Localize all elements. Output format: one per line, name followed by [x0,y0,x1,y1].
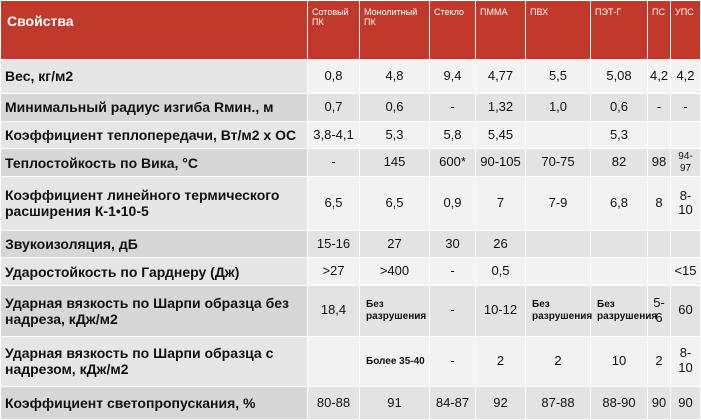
row-label: Минимальный радиус изгиба Rмин., м [1,93,308,121]
table-cell: Без разрушения [591,286,648,336]
column-header-pmma: ПММА [476,1,526,60]
row-label: Ударная вязкость по Шарпи образца без надреза, кДж/м2 [1,286,308,336]
table-cell: 84-87 [430,387,476,420]
table-cell: 4,8 [360,60,430,94]
table-cell [591,258,648,286]
table-cell: Более 35-40 [360,336,430,386]
table-cell: 0,8 [308,60,360,94]
table-row-sound-insulation [1,230,701,258]
table-cell: Без разрушения [360,286,430,336]
table-cell: 8-10 [671,336,701,386]
table-cell: 10-12 [476,286,526,336]
table-cell: 15-16 [308,230,360,258]
table-cell: 70-75 [526,149,591,177]
table-cell: 18,4 [308,286,360,336]
table-cell: 5,45 [476,121,526,149]
table-cell: Без разрушения [526,286,591,336]
column-header-honeycomb-pc: Сотовый ПК [308,1,360,60]
table-cell: 90 [648,387,671,420]
table-cell: 2 [526,336,591,386]
table-cell: - [308,149,360,177]
table-row-charpy-unnotched [1,286,701,336]
table-cell: 5,3 [360,121,430,149]
table-cell: <15 [671,258,701,286]
table-cell: 2 [648,336,671,386]
table-cell: 4,2 [648,60,671,94]
table-cell: - [430,286,476,336]
row-label: Коэффициент теплопередачи, Вт/м2 х ОС [1,121,308,149]
table-cell [648,121,671,149]
column-header-ps: ПС [648,1,671,60]
table-row-charpy-notched [1,336,701,386]
table-cell: 145 [360,149,430,177]
table-cell: - [648,93,671,121]
header-row [1,1,701,60]
table-row-light-transmission [1,387,701,420]
row-label: Ударостойкость по Гарднеру (Дж) [1,258,308,286]
table-cell [308,336,360,386]
column-header-pvc: ПВХ [526,1,591,60]
table-row-gardner-impact [1,258,701,286]
table-cell: >400 [360,258,430,286]
table-cell: 90-105 [476,149,526,177]
row-label: Ударная вязкость по Шарпи образца с надрезом, кДж/м2 [1,336,308,386]
table-cell: 30 [430,230,476,258]
table-cell: 60 [671,286,701,336]
row-label: Коэффициент линейного термического расширения К-1•10-5 [1,177,308,230]
row-label: Коэффициент светопропускания, % [1,387,308,420]
table-cell: 5,5 [526,60,591,94]
table-cell: 5,3 [591,121,648,149]
table-cell: 10 [591,336,648,386]
table-cell: 27 [360,230,430,258]
table-cell: 7 [476,177,526,230]
table-cell: 5,08 [591,60,648,94]
table-cell: 8-10 [671,177,701,230]
table-cell: 1,0 [526,93,591,121]
table-cell: 98 [648,149,671,177]
table-cell: - [671,93,701,121]
table-cell: 0,6 [591,93,648,121]
column-header-glass: Стекло [430,1,476,60]
table-cell: >27 [308,258,360,286]
table-cell: 91 [360,387,430,420]
table-row-heat-transfer [1,121,701,149]
table-cell [671,230,701,258]
table-cell: 26 [476,230,526,258]
table-cell: 0,6 [360,93,430,121]
table-cell: 0,9 [430,177,476,230]
row-label: Звукоизоляция, дБ [1,230,308,258]
table-row-vicat [1,149,701,177]
table-cell [671,121,701,149]
table-cell: 6,5 [308,177,360,230]
table-cell: 1,32 [476,93,526,121]
table-cell: 4,77 [476,60,526,94]
table-cell: 90 [671,387,701,420]
table-cell [526,121,591,149]
table-cell: 2 [476,336,526,386]
table-row-thermal-expansion [1,177,701,230]
column-header-monolithic-pc: Монолитный ПК [360,1,430,60]
table-cell: - [430,93,476,121]
table-cell [648,258,671,286]
table-cell: 82 [591,149,648,177]
table-cell [591,230,648,258]
table-cell: 6,8 [591,177,648,230]
table-cell: 6,5 [360,177,430,230]
table-cell: 88-90 [591,387,648,420]
table-cell: 0,7 [308,93,360,121]
table-row-bend-radius [1,93,701,121]
table-cell: 94-97 [671,149,701,177]
table-cell [526,258,591,286]
table-cell: 92 [476,387,526,420]
column-header-petg: ПЭТ-Г [591,1,648,60]
table-cell: 3,8-4,1 [308,121,360,149]
table-cell [526,230,591,258]
column-header-property: Свойства [1,1,308,60]
table-cell: 5,8 [430,121,476,149]
row-label: Теплостойкость по Вика, °С [1,149,308,177]
table-cell: 9,4 [430,60,476,94]
table-cell: - [430,336,476,386]
table-cell: 87-88 [526,387,591,420]
table-cell: 7-9 [526,177,591,230]
table-cell: 0,5 [476,258,526,286]
table-cell: 4,2 [671,60,701,94]
table-cell: - [430,258,476,286]
row-label: Вес, кг/м2 [1,60,308,94]
table-cell: 80-88 [308,387,360,420]
table-cell: 5-6 [648,286,671,336]
table-cell: 8 [648,177,671,230]
table-row-weight [1,60,701,94]
table-cell: 600* [430,149,476,177]
column-header-hips: УПС [671,1,701,60]
table-cell [648,230,671,258]
